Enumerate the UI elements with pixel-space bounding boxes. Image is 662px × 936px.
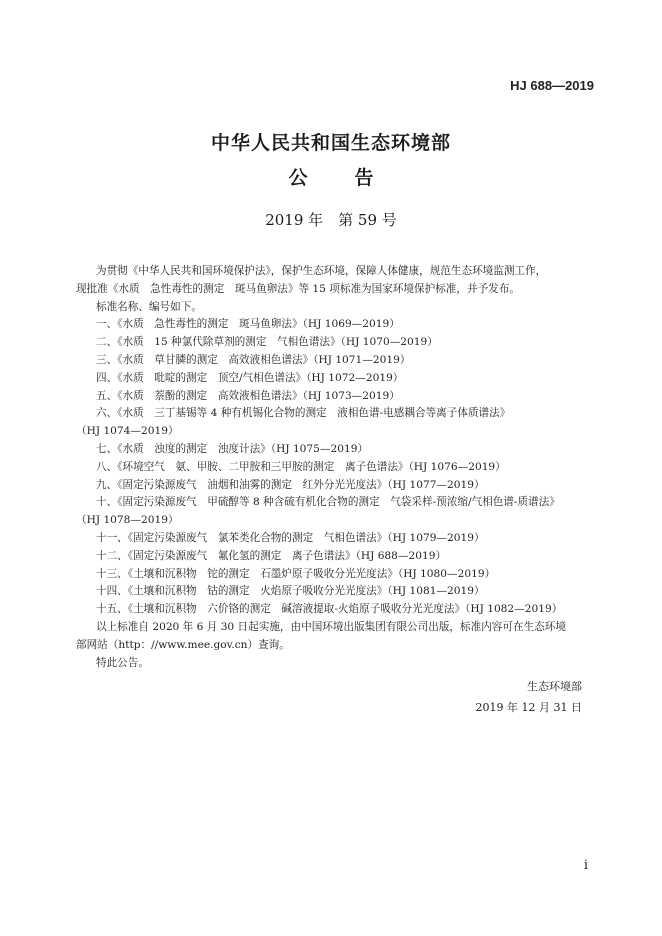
announcement-body bbox=[76, 263, 600, 672]
standard-item: 十二、《固定污染源废气 氟化氢的测定 离子色谱法》（HJ 688—2019） bbox=[96, 549, 447, 562]
closing-remark: 特此公告。 bbox=[96, 656, 149, 669]
signature-org: 生态环境部 bbox=[527, 680, 582, 693]
list-heading: 标准名称、编号如下。 bbox=[96, 300, 202, 313]
intro-paragraph-continued: 现批准《水质 急性毒性的测定 斑马鱼卵法》等 15 项标准为国家环境保护标准，并予发布。 bbox=[76, 282, 520, 295]
standard-item: 三、《水质 草甘膦的测定 高效液相色谱法》（HJ 1071—2019） bbox=[96, 353, 411, 366]
announcement-heading: 公 告 bbox=[288, 167, 388, 189]
closing-paragraph-continued: 部网站（http：//www.mee.gov.cn）查询。 bbox=[76, 638, 290, 651]
signature-block bbox=[476, 676, 582, 718]
standard-item: 六、《水质 三丁基锡等 4 种有机锡化合物的测定 液相色谱-电感耦合等离子体质谱法》 bbox=[96, 407, 511, 420]
issuer-title: 中华人民共和国生态环境部 bbox=[210, 132, 451, 154]
standard-item: 十四、《土壤和沉积物 钴的测定 火焰原子吸收分光光度法》（HJ 1081—2019） bbox=[96, 585, 485, 598]
standard-item: 九、《固定污染源废气 油烟和油雾的测定 红外分光光度法》（HJ 1077—2019） bbox=[96, 478, 485, 491]
standard-item: 二、《水质 15 种氯代除草剂的测定 气相色谱法》（HJ 1070—2019） bbox=[96, 336, 438, 349]
signature-date: 2019 年 12 月 31 日 bbox=[475, 701, 582, 714]
standard-item-continued: （HJ 1074—2019） bbox=[76, 425, 179, 438]
standard-item: 十三、《土壤和沉积物 铊的测定 石墨炉原子吸收分光光度法》（HJ 1080—2019） bbox=[96, 567, 496, 580]
intro-paragraph: 为贯彻《中华人民共和国环境保护法》，保护生态环境，保障人体健康，规范生态环境监测工作， bbox=[96, 265, 547, 277]
standard-item-continued: （HJ 1078—2019） bbox=[76, 514, 179, 527]
standard-item: 四、《水质 吡啶的测定 顶空/气相色谱法》（HJ 1072—2019） bbox=[96, 371, 404, 384]
issue-number: 2019 年 第 59 号 bbox=[265, 211, 397, 229]
document-code: HJ 688—2019 bbox=[510, 78, 594, 93]
closing-paragraph: 以上标准自 2020 年 6 月 30 日起实施，由中国环境出版集团有限公司出版，标准内容可在生态环境 bbox=[96, 620, 566, 633]
standard-item: 十五、《土壤和沉积物 六价铬的测定 碱溶液提取-火焰原子吸收分光光度法》（HJ 1082—2019） bbox=[96, 603, 563, 616]
standard-item: 十、《固定污染源废气 甲硫醇等 8 种含硫有机化合物的测定 气袋采样-预浓缩/气相色谱-质谱法》 bbox=[96, 496, 560, 509]
standard-item: 八、《环境空气 氨、甲胺、二甲胺和三甲胺的测定 离子色谱法》（HJ 1076—2019） bbox=[96, 460, 506, 473]
standard-item: 五、《水质 萘酚的测定 高效液相色谱法》（HJ 1073—2019） bbox=[96, 389, 400, 402]
standard-item: 十一、《固定污染源废气 氯苯类化合物的测定 气相色谱法》（HJ 1079—2019） bbox=[96, 531, 485, 544]
page-number: i bbox=[583, 858, 588, 873]
standard-item: 一、《水质 急性毒性的测定 斑马鱼卵法》（HJ 1069—2019） bbox=[96, 318, 400, 331]
standard-item: 七、《水质 浊度的测定 浊度计法》（HJ 1075—2019） bbox=[96, 442, 369, 455]
